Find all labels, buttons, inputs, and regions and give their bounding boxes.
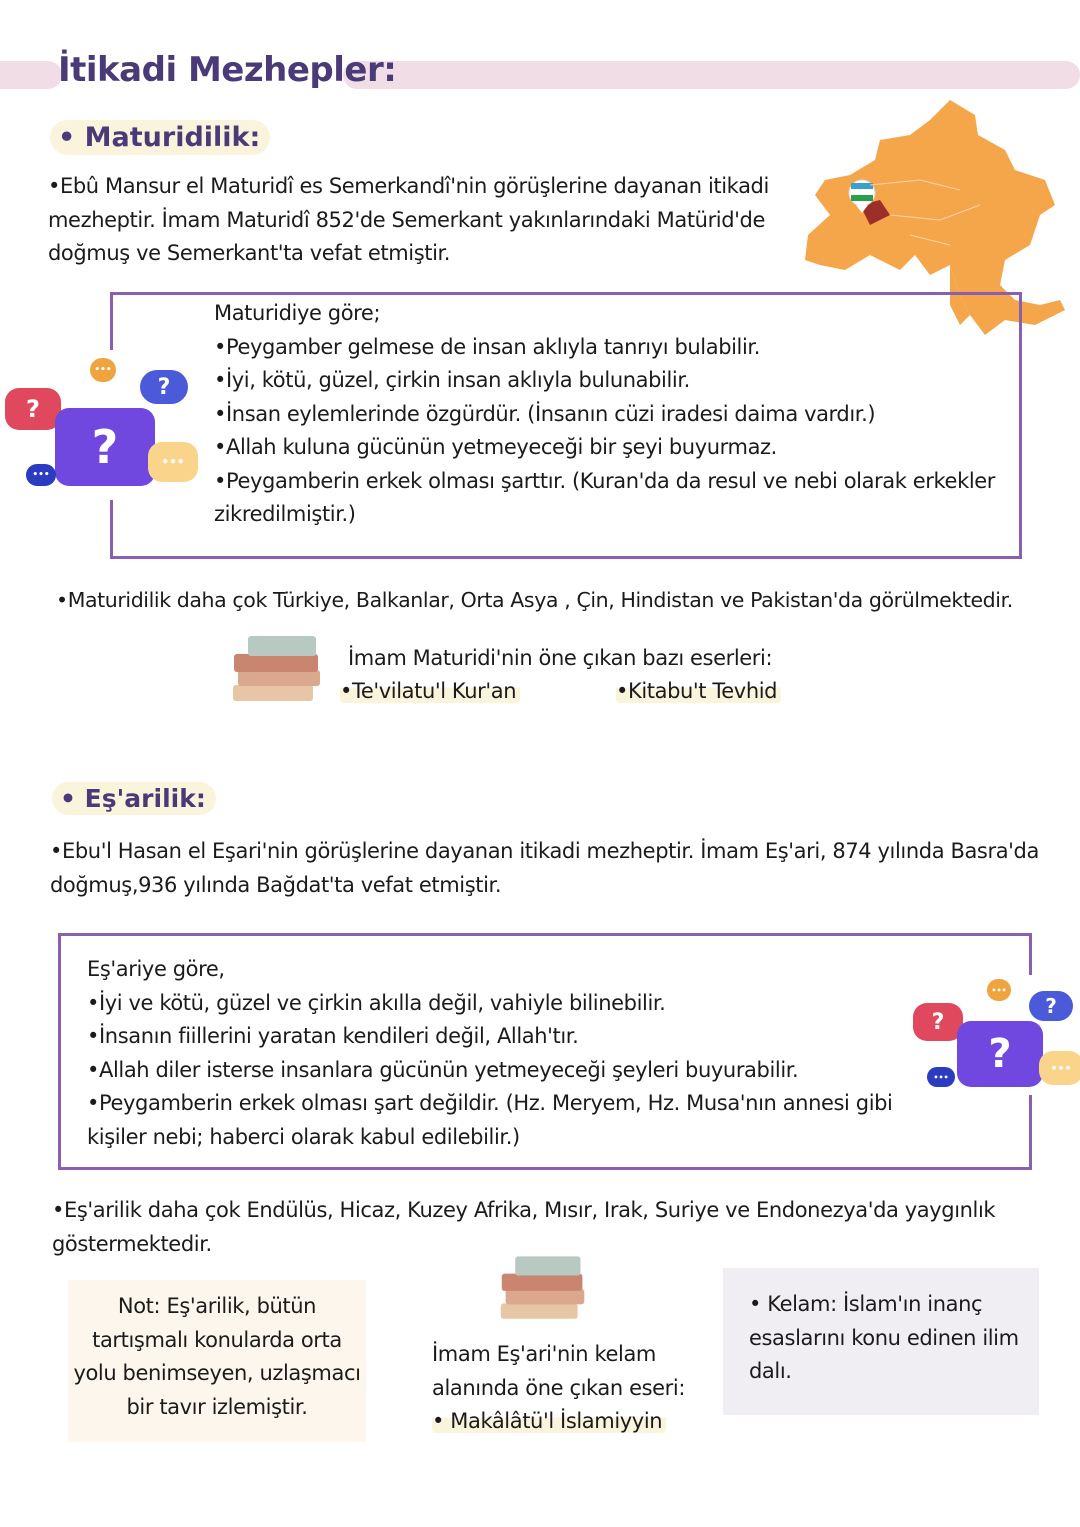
regions-line: •Eş'arilik daha çok Endülüs, Hicaz, Kuzey Afrika, Mısır, Irak, Suriye ve Endonezya'da yaygınlık <box>52 1198 996 1222</box>
bubbles-cluster-1 <box>0 350 200 500</box>
list-item: •Allah diler isterse insanlara gücünün yetmeyeceği şeyleri buyurabilir. <box>87 1057 799 1082</box>
dots-bubble-icon: ••• <box>987 979 1011 1001</box>
dots-bubble-icon: ••• <box>148 442 198 482</box>
intro-line: •Ebû Mansur el Maturidî es Semerkandî'nin görüşlerine dayanan itikadi <box>48 174 769 198</box>
esariye-list <box>87 953 907 1154</box>
dots-bubble-icon: ••• <box>1039 1051 1080 1085</box>
kelam-definition-box <box>723 1268 1039 1415</box>
bubbles-cluster-2 <box>905 975 1080 1095</box>
note-line: Not: Eş'arilik, bütün <box>117 1294 317 1318</box>
maturidi-works-title: İmam Maturidi'nin öne çıkan bazı eserleri: <box>348 646 773 670</box>
question-bubble-icon: ? <box>5 388 61 430</box>
intro-line: mezheptir. İmam Maturidî 852'de Semerkant yakınlarındaki Matürid'de <box>48 207 765 232</box>
section-heading-esarilik: • Eş'arilik: <box>52 782 216 815</box>
note-line: bir tavır izlemiştir. <box>126 1394 308 1419</box>
list-lead: Maturidiye göre; <box>214 301 381 325</box>
question-bubble-icon: ? <box>140 370 188 404</box>
list-item: •Allah kuluna gücünün yetmeyeceği bir şeyi buyurmaz. <box>214 435 777 459</box>
list-item: •Peygamberin erkek olması şarttır. (Kuran'da da resul ve nebi olarak erkekler <box>214 468 996 493</box>
dots-bubble-icon: ••• <box>927 1067 955 1087</box>
list-item: kişiler nebi; haberci olarak kabul edilebilir.) <box>87 1124 520 1149</box>
list-item: •İnsan eylemlerinde özgürdür. (İnsanın cüzi iradesi daima vardır.) <box>214 401 876 426</box>
work-label: •Te'vilatu'l Kur'an <box>340 679 520 703</box>
list-item: •İyi ve kötü, güzel ve çirkin akılla değil, vahiyle bilinebilir. <box>87 990 666 1015</box>
question-bubble-icon: ? <box>55 408 155 486</box>
books-icon <box>496 1250 592 1328</box>
note-line: tartışmalı konularda orta <box>92 1327 342 1352</box>
work-item <box>340 675 520 709</box>
kelam-line: esaslarını konu edinen ilim <box>749 1325 1019 1350</box>
intro-line: doğmuş ve Semerkant'ta vefat etmiştir. <box>48 241 451 265</box>
dots-bubble-icon: ••• <box>90 358 116 382</box>
work-title-line: alanında öne çıkan eseri: <box>432 1375 686 1400</box>
list-item: •Peygamberin erkek olması şart değildir. (Hz. Meryem, Hz. Musa'nın annesi gibi <box>87 1091 893 1115</box>
intro-line: doğmuş,936 yılında Bağdat'ta vefat etmiştir. <box>50 872 502 897</box>
section-heading-maturidilik: • Maturidilik: <box>50 120 270 155</box>
note-line: yolu benimseyen, uzlaşmacı <box>73 1361 361 1385</box>
list-item: •Peygamber gelmese de insan aklıyla tanrıyı bulabilir. <box>214 334 761 359</box>
title-band-right <box>343 61 1080 89</box>
kelam-line: • Kelam: İslam'ın inanç <box>749 1292 983 1316</box>
esari-work <box>432 1338 685 1439</box>
maturidiye-list <box>214 297 1014 532</box>
regions-line: göstermektedir. <box>52 1231 212 1256</box>
maturidilik-intro <box>48 170 788 271</box>
maturidilik-regions: •Maturidilik daha çok Türkiye, Balkanlar, Orta Asya , Çin, Hindistan ve Pakistan'da görülmektedir. <box>56 588 1013 612</box>
esarilik-intro <box>50 835 1070 902</box>
question-bubble-icon: ? <box>913 1003 963 1041</box>
page-title: İtikadi Mezhepler: <box>58 50 397 90</box>
dots-bubble-icon: ••• <box>26 464 56 486</box>
list-lead: Eş'ariye göre, <box>87 957 225 981</box>
note-box <box>68 1280 366 1442</box>
list-item: •İnsanın fiillerini yaratan kendileri değil, Allah'tır. <box>87 1024 579 1048</box>
work-label: • Makâlâtü'l İslamiyyin <box>432 1409 666 1433</box>
question-bubble-icon: ? <box>957 1021 1043 1087</box>
list-item: •İyi, kötü, güzel, çirkin insan aklıyla bulunabilir. <box>214 368 690 392</box>
kelam-line: dalı. <box>749 1359 792 1383</box>
title-band-left <box>0 61 62 89</box>
work-item <box>616 675 781 709</box>
work-label: •Kitabu't Tevhid <box>616 679 781 703</box>
list-item: zikredilmiştir.) <box>214 502 356 526</box>
work-title-line: İmam Eş'ari'nin kelam <box>432 1342 656 1366</box>
question-bubble-icon: ? <box>1029 991 1073 1021</box>
intro-line: •Ebu'l Hasan el Eşari'nin görüşlerine dayanan itikadi mezheptir. İmam Eş'ari, 874 yılında Basra'da <box>50 839 1039 863</box>
books-icon <box>228 630 328 710</box>
